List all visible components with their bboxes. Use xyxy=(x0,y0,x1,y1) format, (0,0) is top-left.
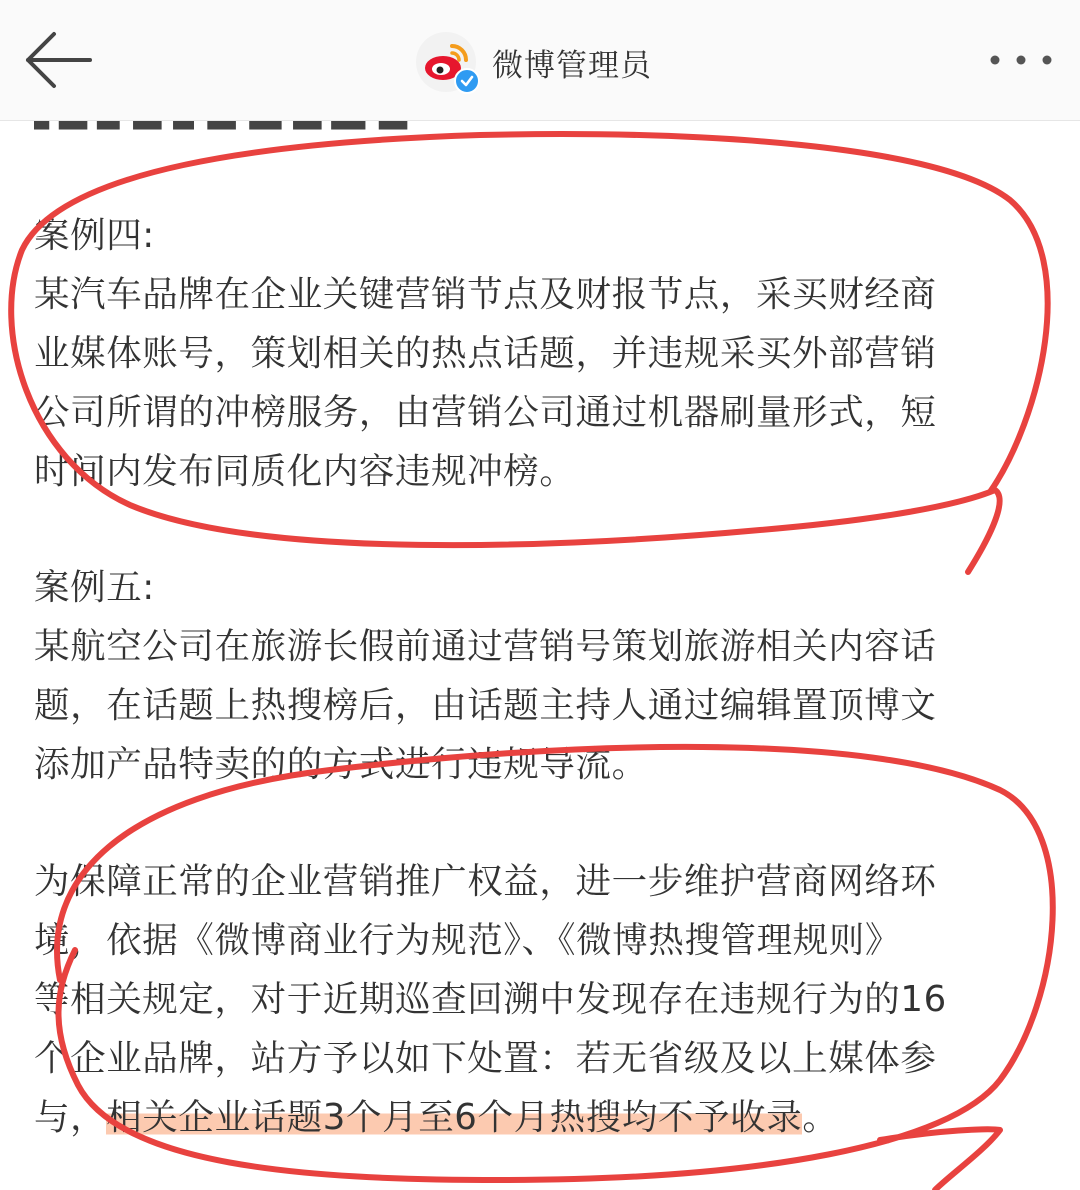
summary-line: 为保障正常的企业营销推广权益，进一步维护营商网络环 xyxy=(34,861,937,902)
top-nav-bar xyxy=(0,0,1080,121)
case-5-line: 某航空公司在旅游长假前通过营销号策划旅游相关内容话 xyxy=(34,626,937,667)
case-4-line: 时间内发布同质化内容违规冲榜。 xyxy=(34,451,576,492)
summary-last-suffix: 。 xyxy=(802,1097,839,1138)
case-4-line: 业媒体账号，策划相关的热点话题，并违规采买外部营销 xyxy=(34,333,937,374)
summary-line: 等相关规定，对于近期巡查回溯中发现存在违规行为的16 xyxy=(34,979,947,1020)
summary-section xyxy=(34,852,1034,1147)
ellipsis-icon xyxy=(986,38,1056,82)
case-4-line: 公司所谓的冲榜服务，由营销公司通过机器刷量形式，短 xyxy=(34,392,937,433)
summary-last-line xyxy=(34,1088,1034,1147)
verified-check-icon xyxy=(456,70,478,92)
case-4-line: 某汽车品牌在企业关键营销节点及财报节点，采买财经商 xyxy=(34,274,937,315)
summary-line: 个企业品牌，站方予以如下处置：若无省级及以上媒体参 xyxy=(34,1038,937,1079)
highlighted-penalty-text: 相关企业话题3个月至6个月热搜均不予收录 xyxy=(106,1097,803,1138)
case-4-section xyxy=(34,206,1034,501)
arrow-left-icon xyxy=(20,28,96,92)
case-5-heading: 案例五: xyxy=(34,567,155,608)
more-button[interactable] xyxy=(986,38,1056,82)
account-title[interactable] xyxy=(416,30,652,94)
case-5-section xyxy=(34,558,1034,794)
back-button[interactable] xyxy=(20,28,96,92)
case-5-line: 题，在话题上热搜榜后，由话题主持人通过编辑置顶博文 xyxy=(34,685,937,726)
verified-badge xyxy=(454,68,480,94)
avatar[interactable] xyxy=(416,32,476,92)
account-name[interactable]: 微博管理员 xyxy=(492,47,652,84)
summary-line: 境，依据《微博商业行为规范》、《微博热搜管理规则》 xyxy=(34,920,902,961)
case-4-heading: 案例四: xyxy=(34,215,155,256)
summary-last-prefix: 与， xyxy=(34,1097,107,1138)
case-5-line: 添加产品特卖的的方式进行违规导流。 xyxy=(34,744,648,785)
